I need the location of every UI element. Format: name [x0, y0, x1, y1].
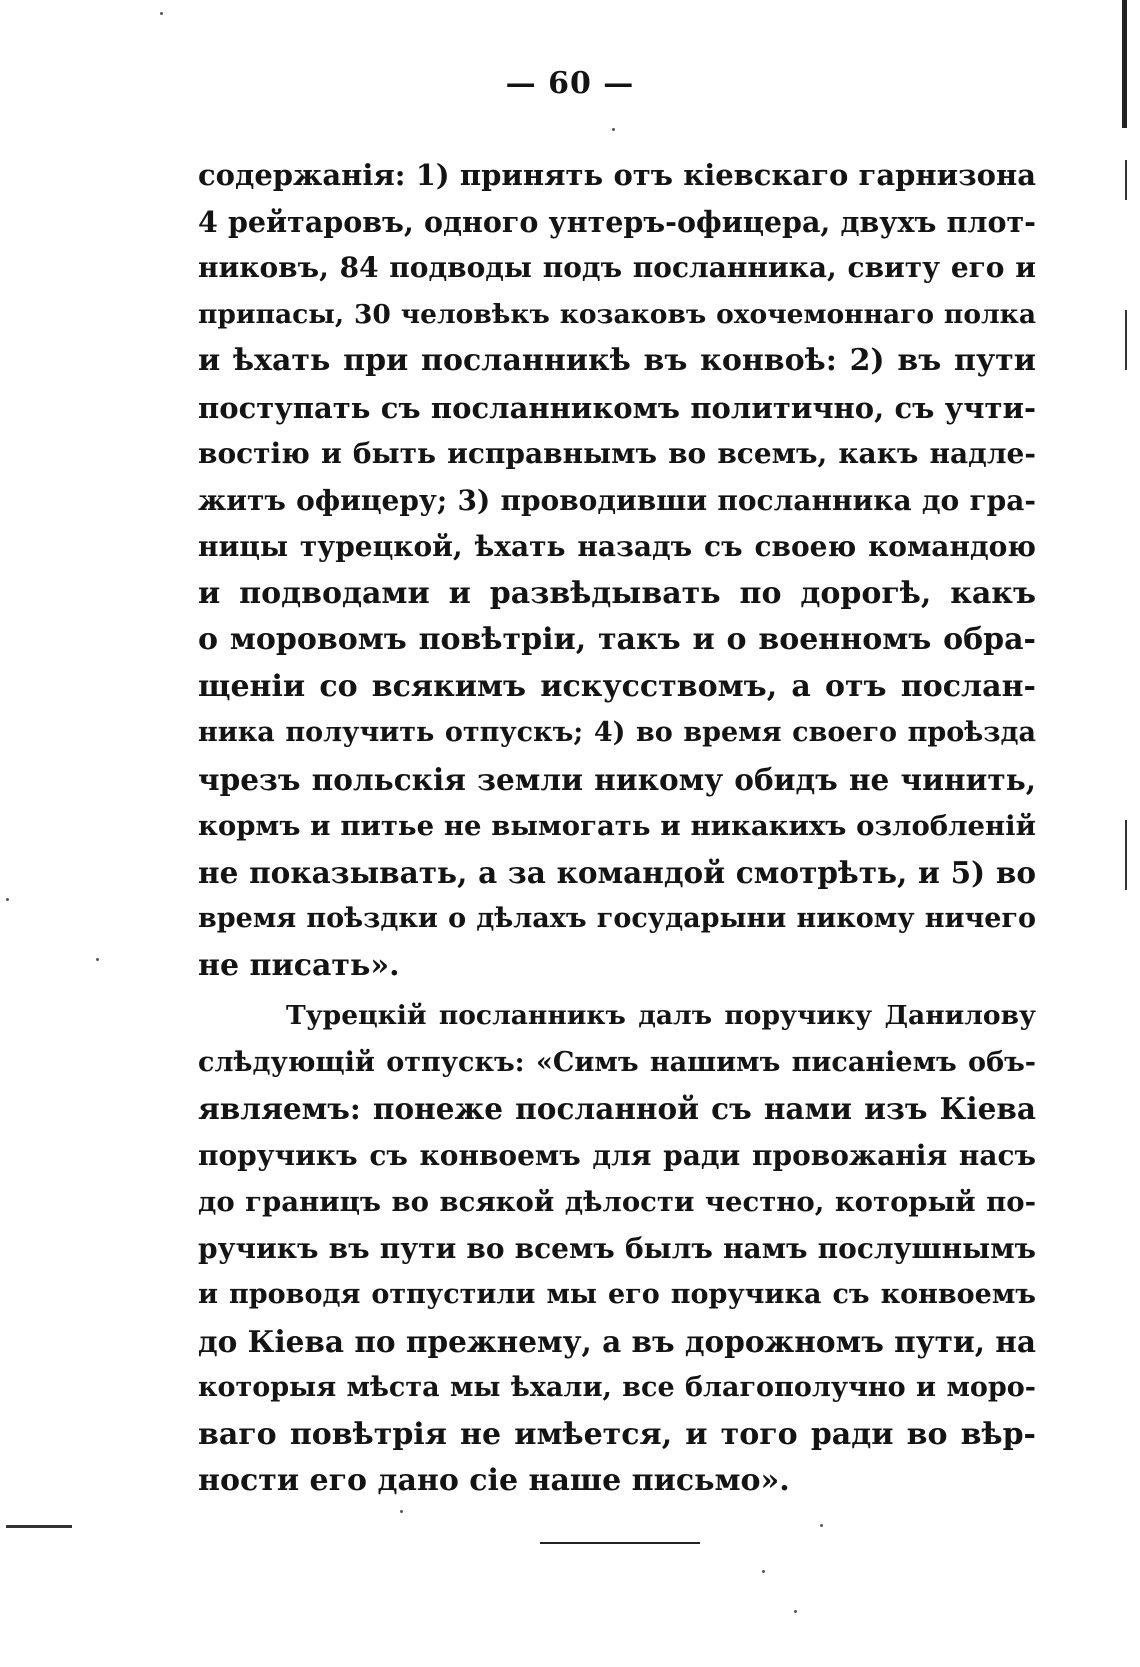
text-line: содержанія: 1) принять отъ кіевскаго гарнизона: [198, 158, 1036, 192]
text-line: ника получить отпускъ; 4) во время своего проѣзда: [198, 717, 1036, 748]
text-line: ницы турецкой, ѣхать назадъ съ своею командою: [198, 530, 1036, 563]
text-line: не показывать, а за командой смотрѣть, и 5) во: [198, 854, 1036, 890]
text-line: являемъ: понеже посланной съ нами изъ Кіева: [198, 1091, 1036, 1126]
text-line: 4 рейтаровъ, одного унтеръ-офицера, двухъ плот-: [198, 204, 1036, 239]
text-line: кормъ и питье не вымогать и никакихъ озлобленій: [198, 810, 1036, 842]
text-line: о моровомъ повѣтріи, такъ и о военномъ обра-: [198, 622, 1036, 657]
scan-speck: [96, 958, 99, 961]
page-edge-mark: [1125, 310, 1127, 370]
text-line: до границъ во всякой дѣлости честно, который по-: [198, 1186, 1036, 1218]
text-line: ручикъ въ пути во всемъ былъ намъ послушнымъ: [198, 1231, 1036, 1265]
text-line: поручикъ съ конвоемъ для ради провожанія насъ: [198, 1138, 1036, 1172]
scan-speck: [794, 1610, 797, 1613]
text-line: Турецкій посланникъ далъ поручику Данилову: [286, 1000, 1036, 1031]
text-line: припасы, 30 человѣкъ козаковъ охочемоннаго полка: [198, 298, 1036, 330]
text-line: поступать съ посланникомъ политично, съ учти-: [198, 390, 1036, 425]
text-line: ваго повѣтрія не имѣется, и того ради во вѣр-: [198, 1416, 1036, 1452]
page-edge-mark: [1125, 820, 1127, 890]
scan-smudge: [6, 1525, 72, 1528]
text-line: время поѣздки о дѣлахъ государыни никому ничего: [198, 903, 1036, 934]
scan-speck: [160, 12, 163, 15]
body-text: [198, 152, 1036, 1505]
text-line: и проводя отпустили мы его поручика съ конвоемъ: [198, 1279, 1036, 1310]
text-line: чрезъ польскія земли никому обидъ не чинить,: [198, 761, 1036, 797]
text-line: и подводами и развѣдывать по дорогѣ, какъ: [198, 575, 1036, 611]
scan-speck: [400, 1510, 403, 1513]
text-line: никовъ, 84 подводы подъ посланника, свиту его и: [198, 251, 1036, 284]
text-line: ности его дано сіе наше письмо».: [198, 1463, 790, 1498]
text-line: слѣдующій отпускъ: «Симъ нашимъ писаніемъ объ-: [198, 1046, 1036, 1078]
scan-speck: [6, 898, 9, 901]
text-line: щеніи со всякимъ искусствомъ, а отъ послан-: [198, 668, 1036, 704]
text-line: житъ офицеру; 3) проводивши посланника до гра-: [198, 483, 1036, 517]
scan-speck: [762, 1570, 765, 1573]
paragraph-2: [198, 993, 1036, 1505]
page-number: — 60 —: [505, 66, 635, 101]
text-line: не писать».: [198, 947, 400, 983]
text-line: которыя мѣста мы ѣхали, все благополучно и моро-: [198, 1372, 1036, 1403]
text-line: востію и быть исправнымъ во всемъ, какъ надле-: [198, 437, 1036, 470]
section-divider: [540, 1542, 700, 1544]
page-edge-mark: [1125, 160, 1127, 200]
paragraph-1: [198, 152, 1036, 989]
scan-speck: [820, 1524, 823, 1527]
scan-speck: [612, 128, 615, 131]
text-line: до Кіева по прежнему, а въ дорожномъ пути, на: [198, 1323, 1036, 1359]
page-edge-shadow: [1122, 0, 1127, 128]
text-line: и ѣхать при посланникѣ въ конвоѣ: 2) въ пути: [198, 343, 1036, 378]
